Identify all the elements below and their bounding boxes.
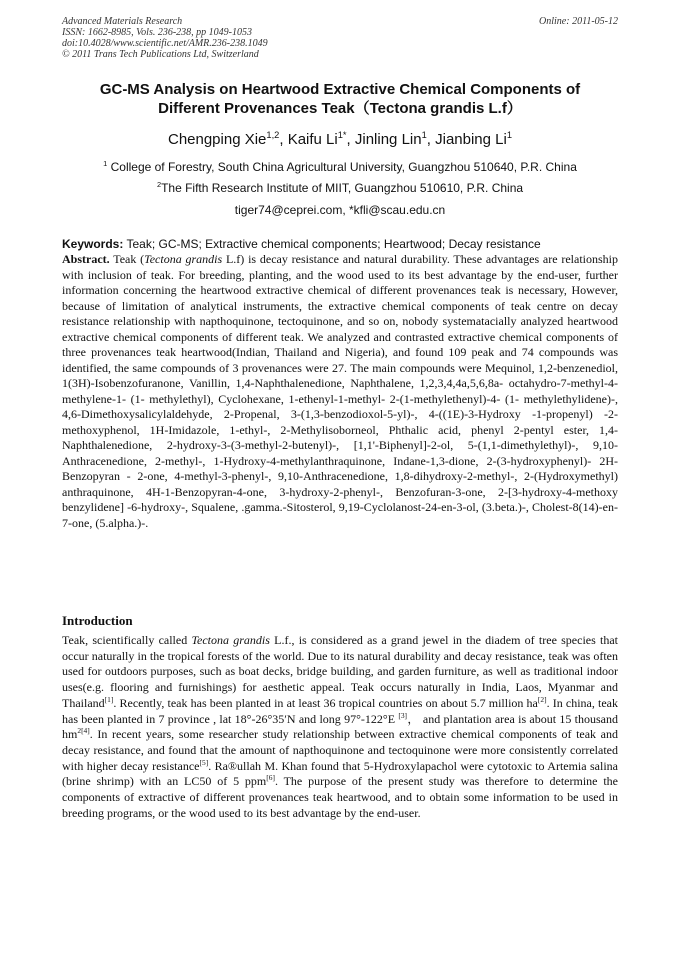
citation: [2] — [537, 694, 547, 704]
introduction-heading: Introduction — [62, 613, 133, 628]
author-affil-mark: 1 — [506, 130, 512, 140]
body-text: . In china, teak has been planted in 7 province , lat 18°-26°35′N and long 97°-122°E — [62, 695, 619, 726]
citation: [3] — [398, 710, 408, 720]
body-text: . Ra®ullah M. Khan found that 5-Hydroxylapachol were cytotoxic to Artemia salina (brine shrimp) with an LC50 of 5 ppm — [62, 758, 618, 789]
body-text: . The purpose of the present study was therefore to determine the components of extractive of different provenances teak heartwood, and to obtain some information to be used in breeding programs, or the wood used to its best advantage by the end-user. — [62, 774, 618, 820]
body-text: ， and plantation area is about 15 thousand hm — [62, 711, 618, 742]
abstract-text: Teak ( — [109, 252, 145, 266]
journal-doi: doi:10.4028/www.scientific.net/AMR.236-238.1049 — [62, 38, 268, 49]
abstract — [62, 252, 618, 531]
keywords-label: Keywords: — [62, 237, 124, 251]
affiliation-2 — [62, 181, 618, 195]
journal-issn: ISSN: 1662-8985, Vols. 236-238, pp 1049-1053 — [62, 27, 252, 38]
species-name: Tectona grandis — [191, 633, 270, 647]
author-name: Kaifu Li — [287, 131, 338, 148]
keywords — [62, 237, 618, 251]
abstract-label: Abstract. — [62, 252, 110, 266]
paper-title — [62, 80, 618, 118]
author-separator: , — [279, 131, 288, 148]
author-separator: , — [426, 131, 436, 148]
body-text: . Recently, teak has been planted in at least 36 tropical countries on about 5.7 million ha — [113, 695, 538, 710]
author-name: Jinling Lin — [354, 131, 422, 148]
body-text: L.f., is considered as a grand jewel in the diadem of tree species that occur naturally in the tropical forests of the world. Due to its natural durability and decay resistance, teak was often used for outdoors purposes, such as boat decks, bridge building, and garden furniture, as well as traditional indoor uses(e.g. flooring and furnishings) for aesthetic appeal. Teak occurs naturally in India, Laos, Myanmar and Thailand — [62, 633, 618, 710]
body-text: . In recent years, some researcher study relationship between extractive chemical components of teak and decay resistance, and found that the amount of napthoquinone and tectoquinone were more consistently correlated with higher decay resistance — [62, 727, 618, 773]
affiliation-number: 1 — [103, 159, 108, 168]
affiliation-number: 2 — [156, 180, 162, 189]
journal-header — [62, 16, 618, 60]
citation: [5] — [199, 757, 209, 767]
introduction-body — [62, 633, 618, 821]
journal-copyright: © 2011 Trans Tech Publications Ltd, Switzerland — [62, 49, 259, 60]
species-name: Tectona grandis — [144, 252, 223, 266]
body-text: Teak, scientifically called — [62, 633, 192, 647]
author-affil-mark: 1 — [421, 130, 427, 140]
affiliation-1 — [62, 160, 618, 174]
citation: [6] — [266, 773, 275, 783]
author-name: Chengping Xie — [167, 131, 267, 148]
author-affil-mark: 1* — [337, 130, 347, 140]
citation: [1] — [104, 694, 114, 704]
journal-name: Advanced Materials Research — [62, 16, 183, 27]
title-line-2: Different Provenances Teak（Tectona grandis L.f） — [158, 100, 522, 117]
affiliation-text: The Fifth Research Institute of MIIT, Guangzhou 510610, P.R. China — [161, 181, 524, 195]
author-list — [62, 131, 618, 148]
affiliation-text: College of Forestry, South China Agricultural University, Guangzhou 510640, P.R. China — [110, 160, 577, 174]
keywords-text: Teak; GC-MS; Extractive chemical components; Heartwood; Decay resistance — [123, 237, 541, 251]
title-line-1: GC-MS Analysis on Heartwood Extractive Chemical Components of — [99, 81, 581, 98]
author-emails: tiger74@ceprei.com, *kfli@scau.edu.cn — [234, 203, 446, 217]
author-name: Jianbing Li — [435, 131, 507, 148]
abstract-text: L.f) is decay resistance and natural durability. These advantages are relationship with inclusion of teak. For breeding, planting, and the wood used to its best advantage by the end-user, further information concerning the heartwood extractive chemical of different provenances teak is necessary, However, because of limitation of analytical instruments, the extractive chemical components of teak centre on decay resistance relationship with napthoquinone, tectoquinone, and so on, nobody systematacially analyzed heartwood extractive chemical components of different teak. We analyzed and contrasted extractive chemical components of three provenances teak heartwood(Indian, Thailand and Nigeria), and found 109 peak and 74 compounds was identified, the same compounds of 3 provenances were 27. The main compounds were Mequinol, 1,2-benzenediol, 1(3H)-Isobenzofuranone, Vanillin, 1,4-Naphthalenedione, Naphthalene, 1,2,3,4,4a,5,6,8a- octahydro-7-methyl-4-methylene-1- (1- methylethyl), Cyclohexane, 1-ethenyl-1-methyl- 2-(1-methylethenyl)-4- (1- methylethylidene)-, 4,6-Dimethoxysalicylaldehyde, 2-Propenal, 3-(1,3-benzodioxol-5-yl)-, 4-((1E)-3-Hydroxy -1-propenyl) -2-methoxyphenol, 1H-Imidazole, 1-ethyl-, 2-Methylisoborneol, Phthalic acid, phenyl 2-pentyl ester, 1,4-Naphthalenedione, 2-hydroxy-3-(3-methyl-2-butenyl)-, [1,1'-Biphenyl]-2-ol, 5-(1,1-dimethylethyl)-, 9,10- Anthracenedione, 2-methyl-, 1-Hydroxy-4-methylanthraquinone, Indane-1,3-dione, 2-(3-hydroxyphenyl)- 2H-Benzopyran - 2-one, 4-methyl-3-phenyl-, 9,10-Anthracenedione, 1,8-dihydroxy-2-methyl-, 2-(Hydroxymethyl) anthraquinone, 4H-1-Benzopyran-4-one, 3-hydroxy-2-phenyl-, Benzofuran-3-one, 2-[3-hydroxy-4-methoxy benzylidene] -6-hydroxy-, Squalene, .gamma.-Sitosterol, 9,19-Cyclolanost-24-en-3-ol, (3.beta.)-, Cholest-8(14)-en-7-one, (5.alpha.)-. — [62, 252, 618, 530]
author-affil-mark: 1,2 — [266, 130, 280, 140]
citation: 2[4] — [77, 726, 90, 736]
online-date: Online: 2011-05-12 — [539, 16, 618, 27]
author-separator: , — [346, 131, 355, 148]
